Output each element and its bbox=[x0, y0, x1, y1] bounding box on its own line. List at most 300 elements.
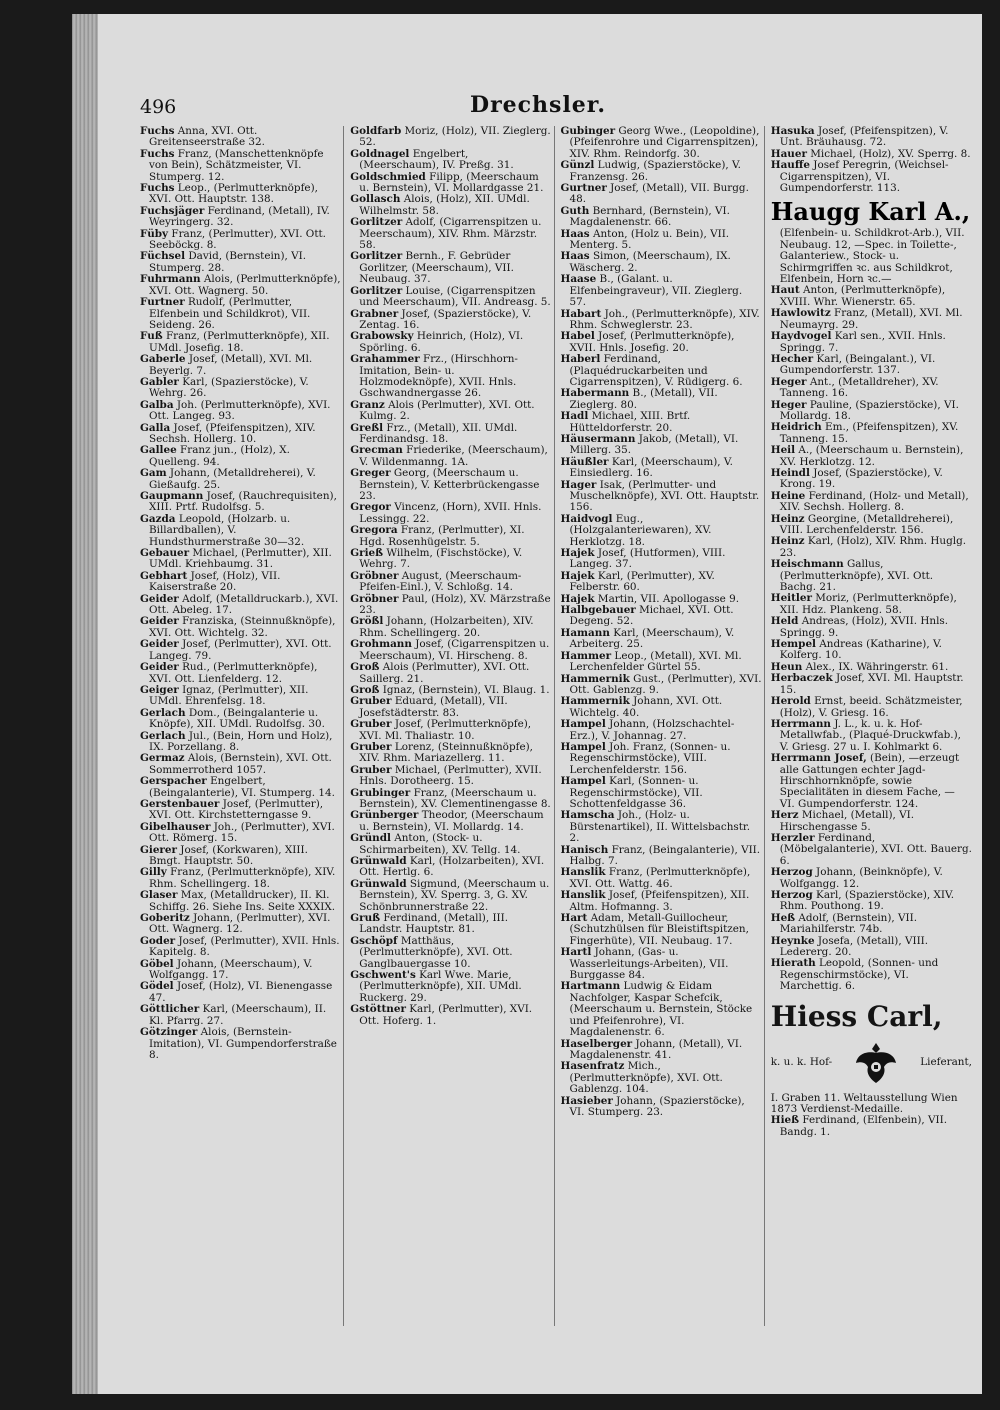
entry-text: Ferdinand, (Elfenbein), VII. Bandg. 1. bbox=[779, 1114, 948, 1138]
entry-name: Heun bbox=[770, 660, 803, 673]
entry-name: Gorlitzer bbox=[350, 284, 403, 297]
entry-text: Karl, (Holzarbeiten), XVI. Ott. Hertlg. 6. bbox=[359, 855, 545, 879]
entry-text: Rud., (Perlmutterknöpfe), XVI. Ott. Lienfelderg. 12. bbox=[149, 661, 318, 685]
entry-text: Franziska, (Steinnußknöpfe), XVI. Ott. Wichtelg. 32. bbox=[149, 615, 336, 639]
entry-name: Geider bbox=[140, 592, 179, 605]
list-item bbox=[561, 548, 762, 571]
entry-name: Gruber bbox=[350, 740, 392, 753]
entry-text: Filipp, (Meerschaum u. Bernstein), VI. Mollardgasse 21. bbox=[359, 170, 544, 195]
entry-name: Gröbner bbox=[350, 569, 399, 582]
entry-text: Alex., IX. Währingerstr. 61. bbox=[802, 660, 949, 673]
list-item bbox=[140, 377, 341, 400]
entry-name: Goldschmied bbox=[350, 170, 426, 183]
entry-text: Anton, (Stock- u. Schirmarbeiten), XV. Tellg. 14. bbox=[359, 832, 521, 856]
list-item bbox=[771, 400, 972, 423]
column-1 bbox=[138, 126, 344, 1326]
column-2 bbox=[348, 126, 554, 1326]
entry-name: Größl bbox=[350, 615, 384, 628]
entry-name: Hajek bbox=[560, 592, 595, 605]
list-item bbox=[561, 845, 762, 868]
list-item bbox=[561, 890, 762, 913]
entry-text: Karl, (Sonnen- u. Regenschirmstöcke), VII. Schottenfeldgasse 36. bbox=[569, 775, 703, 810]
entry-text: Isak, (Perlmutter- und Muschelknöpfe), XVI. Ott. Hauptstr. 156. bbox=[569, 478, 760, 514]
entry-text: Johann, (Spazierstöcke), VI. Stumperg. 23. bbox=[569, 1094, 745, 1118]
entry-name: Herrmann bbox=[770, 717, 831, 730]
list-item bbox=[771, 285, 972, 308]
entry-name: Gallee bbox=[140, 444, 177, 457]
entry-text: Josef, (Pfeifenspitzen), XII. Altm. Hofmanng. 3. bbox=[569, 889, 750, 913]
entry-text: Johann, (Gas- u. Wasserleitungs-Arbeiten), VII. Burggasse 84. bbox=[569, 946, 729, 982]
list-item bbox=[140, 548, 341, 571]
entry-text: Michael, (Metall), VI. Hirschengasse 5. bbox=[779, 809, 915, 833]
list-item bbox=[771, 639, 972, 662]
list-item bbox=[771, 468, 972, 491]
entry-text: Michael, XVI. Ott. Degeng. 52. bbox=[569, 604, 734, 628]
entry-text: Josef, (Hutformen), VIII. Langeg. 37. bbox=[569, 547, 726, 571]
entry-name: Füby bbox=[140, 227, 169, 240]
entry-text: Josef, (Spazierstöcke), V. Zentag. 16. bbox=[359, 307, 532, 331]
entry-text: Josef, (Perlmutter), XVI. Ott. Kirchstetterngasse 9. bbox=[149, 797, 324, 822]
entry-name: Haselberger bbox=[560, 1037, 633, 1050]
entry-name: Füchsel bbox=[140, 250, 186, 263]
entry-name: Herzog bbox=[770, 889, 813, 901]
list-item bbox=[771, 753, 972, 810]
entry-name: Hasieber bbox=[560, 1094, 613, 1107]
entry-name: Herbaczek bbox=[770, 672, 833, 685]
entry-name: Geider bbox=[140, 661, 179, 674]
list-item bbox=[140, 753, 341, 776]
list-item bbox=[140, 229, 341, 252]
ad-company-name: Hiess Carl, bbox=[770, 999, 943, 1033]
list-item bbox=[561, 742, 762, 776]
entry-text: Franz, (Manschettenknöpfe von Bein), Schätzmeister, VI. Stumperg. 12. bbox=[149, 147, 324, 183]
entry-name: Greger bbox=[350, 467, 391, 480]
entry-name: Habart bbox=[560, 307, 602, 320]
page-number: 496 bbox=[140, 96, 177, 118]
entry-text: Johann, (Beinknöpfe), V. Wolfgangg. 12. bbox=[779, 866, 943, 890]
entry-name: Hammer bbox=[560, 649, 612, 662]
entry-text: Pauline, (Spazierstöcke), VI. Mollardg. 18. bbox=[779, 398, 959, 422]
list-item bbox=[561, 183, 762, 206]
entry-name: Gruß bbox=[350, 912, 381, 925]
entry-text: Friederike, (Meerschaum), V. Wildenmanng. 1A. bbox=[359, 444, 548, 468]
entry-text: Josef, (Spazierstöcke), V. Krong. 19. bbox=[779, 466, 943, 491]
entry-text: Joh., (Perlmutterknöpfe), XIV. Rhm. Schweglerstr. 23. bbox=[569, 307, 760, 331]
advertisement-hiess bbox=[771, 1001, 972, 1116]
list-item bbox=[561, 696, 762, 719]
list-item bbox=[771, 673, 972, 696]
entry-text: A., (Meerschaum u. Bernstein), XV. Herklotzg. 12. bbox=[779, 444, 964, 468]
entry-text: Wilhelm, (Fischstöcke), V. Wehrg. 7. bbox=[359, 547, 523, 571]
list-item bbox=[350, 879, 551, 913]
list-item bbox=[140, 514, 341, 548]
list-item bbox=[561, 867, 762, 890]
entry-name: Hadl bbox=[560, 410, 589, 423]
list-item bbox=[350, 1004, 551, 1027]
list-item bbox=[140, 571, 341, 594]
entry-name: Hampel bbox=[560, 740, 606, 753]
entry-text: Sigmund, (Meerschaum u. Bernstein), XV. Sperrg. 3, G. XV. Schönbrunnerstraße 22. bbox=[359, 877, 550, 913]
entry-text: Karl, (Spazierstöcke), XIV. Rhm. Pouthong. 19. bbox=[779, 889, 955, 913]
entry-text: Frz., (Metall), XII. UMdl. Ferdinandsg. 18. bbox=[359, 421, 518, 445]
entry-name: Greßl bbox=[350, 421, 384, 434]
entry-text: August, (Meerschaum-Pfeifen-Einl.), V. Schloßg. 14. bbox=[359, 569, 522, 594]
list-item bbox=[140, 616, 341, 639]
list-item bbox=[771, 593, 972, 616]
entry-text: Heinrich, (Holz), VI. Spörling. 6. bbox=[359, 330, 524, 354]
entry-text: Engelbert, (Beingalanterie), VI. Stumperg. 14. bbox=[149, 775, 335, 799]
entry-name: Gurtner bbox=[560, 182, 607, 195]
entry-text: Franz, (Meerschaum u. Bernstein), XV. Clementinengasse 8. bbox=[359, 786, 551, 810]
entry-name: Hampel bbox=[560, 718, 606, 731]
entry-text: Johann, (Holzarbeiten), XIV. Rhm. Schellingerg. 20. bbox=[359, 615, 534, 639]
entry-text: B., (Galant. u. Elfenbeingraveur), VII. Zieglerg. 57. bbox=[569, 273, 743, 309]
column-3 bbox=[559, 126, 765, 1326]
list-item bbox=[771, 616, 972, 639]
list-item bbox=[561, 719, 762, 742]
entry-text: Rudolf, (Perlmutter, Elfenbein und Schildkrot), VII. Seideng. 26. bbox=[149, 296, 311, 331]
entry-name: Granz bbox=[350, 398, 385, 411]
list-item bbox=[140, 799, 341, 822]
list-item bbox=[140, 708, 341, 731]
entry-text: Bernhard, (Bernstein), VI. Magdalenenstr. 66. bbox=[569, 204, 730, 229]
entry-name: Gubinger bbox=[560, 126, 616, 137]
entry-name: Goder bbox=[140, 934, 176, 947]
entry-text: Ferdinand, (Metall), III. Landstr. Hauptstr. 81. bbox=[359, 912, 509, 936]
entry-name: Grieß bbox=[350, 547, 384, 560]
entry-name: Fuchsjäger bbox=[140, 204, 205, 217]
entry-name: Heger bbox=[770, 375, 807, 388]
entry-text: Josef, (Perlmutterknöpfe), XVII. Hnls. Josefig. 20. bbox=[569, 330, 735, 354]
entry-text: Karl, (Holz), XIV. Rhm. Huglg. 23. bbox=[779, 535, 967, 559]
entry-text: Karl sen., XVII. Hnls. Springg. 7. bbox=[779, 330, 946, 354]
list-item bbox=[771, 867, 972, 890]
entry-text: Josef, (Perlmutterknöpfe), XVI. Ml. Thaliastr. 10. bbox=[359, 718, 532, 742]
entry-name: Herz bbox=[770, 809, 799, 822]
entry-text: Alois, (Holz), XII. UMdl. Wilhelmstr. 58. bbox=[359, 193, 530, 217]
list-item bbox=[350, 423, 551, 446]
entry-name: Goberitz bbox=[140, 912, 190, 925]
entry-name: Hamscha bbox=[560, 809, 615, 822]
entry-text: Ferdinand, (Plaquédruckarbeiten und Cigarrenspitzen), V. Rüdigerg. 6. bbox=[569, 353, 743, 388]
entry-text: Andreas (Katharine), V. Kolferg. 10. bbox=[779, 638, 942, 662]
list-item bbox=[350, 468, 551, 502]
entry-text: Frz., (Hirschhorn-Imitation, Bein- u. Holzmodeknöpfe), XVII. Hnls. Gschwandnergasse 26. bbox=[359, 353, 518, 400]
entry-name: Gröbner bbox=[350, 592, 399, 605]
list-item bbox=[350, 309, 551, 332]
entry-name: Grahammer bbox=[350, 353, 420, 366]
list-item bbox=[140, 867, 341, 890]
ad-address: I. Graben 11. Weltausstellung Wien 1873 Verdienst-Medaille. bbox=[770, 1091, 958, 1116]
entry-text: Moriz, (Perlmutterknöpfe), XII. Hdz. Plankeng. 58. bbox=[779, 592, 957, 616]
list-item bbox=[350, 765, 551, 788]
entry-text: Max, (Metalldrucker), II. Kl. Schiffg. 26. Siehe Ins. Seite XXXIX. bbox=[149, 889, 336, 913]
entry-name: Gierer bbox=[140, 843, 177, 856]
entry-text: Josef, (Korkwaren), XIII. Bmgt. Hauptstr. 50. bbox=[149, 843, 308, 867]
double-eagle-icon bbox=[854, 1039, 898, 1087]
entry-name: Haydvogel bbox=[770, 330, 832, 343]
entry-text: Franz, (Metall), XVI. Ml. Neumayrg. 29. bbox=[779, 307, 963, 331]
entry-name: Gollasch bbox=[350, 193, 401, 206]
entry-name: Hager bbox=[560, 478, 597, 491]
entry-text: Franz, (Beingalanterie), VII. Halbg. 7. bbox=[569, 843, 761, 867]
entry-name: Hawlowitz bbox=[770, 307, 831, 320]
list-item bbox=[350, 502, 551, 525]
entry-text: Ferdinand, (Holz- und Metall), XIV. Sechsh. Hollerg. 8. bbox=[779, 489, 969, 514]
entry-name: Geider bbox=[140, 615, 179, 628]
list-item bbox=[350, 525, 551, 548]
list-item bbox=[561, 274, 762, 308]
entry-text: (Bein), —erzeugt alle Gattungen echter Jagd-Hirschhornknöpfe, sowie Specialitäten in diesem Fache, — VI. Gumpendorferstr. 124. bbox=[779, 752, 960, 810]
entry-text: Franz, (Perlmutter), XVI. Ott. Seeböckg. 8. bbox=[149, 227, 326, 252]
entry-text: Johann, (Metalldreherei), V. Gießaufg. 25. bbox=[149, 467, 316, 491]
entry-text: Engelbert, (Meerschaum), IV. Preßg. 31. bbox=[359, 147, 514, 172]
list-item bbox=[350, 936, 551, 970]
list-item bbox=[771, 491, 972, 514]
entry-text: Em., (Pfeifenspitzen), XV. Tanneng. 15. bbox=[779, 421, 959, 445]
entry-text: Leop., (Perlmutterknöpfe), XVI. Ott. Hauptstr. 138. bbox=[149, 182, 318, 206]
entry-text: Franz, (Perlmutterknöpfe), XVI. Ott. Wattg. 46. bbox=[569, 866, 751, 890]
entry-text: Michael, (Perlmutter), XII. UMdl. Kriehbaumg. 31. bbox=[149, 547, 332, 571]
entry-name: Geiger bbox=[140, 683, 179, 696]
entry-text: Josef, (Holz), VI. Bienengasse 47. bbox=[149, 980, 333, 1004]
list-item bbox=[350, 662, 551, 685]
list-item bbox=[140, 845, 341, 868]
entry-name: Gerlach bbox=[140, 729, 186, 742]
list-item bbox=[350, 856, 551, 879]
entry-name: Hanslik bbox=[560, 866, 606, 879]
entry-name: Gibelhauser bbox=[140, 820, 211, 833]
entry-text: Johann, (Meerschaum), V. Wolfgangg. 17. bbox=[149, 957, 313, 982]
entry-name: Götzinger bbox=[140, 1026, 198, 1039]
entry-name: Hajek bbox=[560, 547, 595, 560]
entry-name: Haase bbox=[560, 273, 597, 286]
entry-name: Haas bbox=[560, 227, 590, 240]
list-item bbox=[350, 833, 551, 856]
entry-name: Halbgebauer bbox=[560, 604, 636, 617]
list-item bbox=[140, 639, 341, 662]
list-item bbox=[561, 251, 762, 274]
entry-name: Habel bbox=[560, 330, 595, 343]
entry-text: Karl Wwe. Marie, (Perlmutterknöpfe), XII. UMdl. Ruckerg. 29. bbox=[359, 969, 522, 1004]
list-item bbox=[771, 514, 972, 537]
entry-name: Grabowsky bbox=[350, 330, 414, 343]
entry-name: Gerlach bbox=[140, 706, 186, 719]
list-item bbox=[561, 628, 762, 651]
page-edge bbox=[72, 14, 98, 1394]
list-item bbox=[350, 286, 551, 309]
entry-name: Heynke bbox=[770, 934, 815, 947]
entry-name: Gebhart bbox=[140, 569, 188, 582]
entry-name: Gabler bbox=[140, 375, 179, 388]
entry-name: Heß bbox=[770, 911, 796, 924]
list-item bbox=[561, 309, 762, 332]
list-item bbox=[561, 229, 762, 252]
list-item bbox=[350, 445, 551, 468]
entry-text: Josef, (Perlmutter), XVII. Hnls. Kapitelg. 8. bbox=[149, 934, 340, 959]
entry-name: Gazda bbox=[140, 512, 176, 525]
entry-text: Georg Wwe., (Leopoldine), (Pfeifenrohre und Cigarrenspitzen), XIV. Rhm. Reindorfg. 30. bbox=[569, 126, 760, 160]
list-item bbox=[771, 126, 972, 149]
list-item bbox=[771, 913, 972, 936]
list-item bbox=[350, 719, 551, 742]
list-item bbox=[561, 1061, 762, 1095]
entry-name: Grubinger bbox=[350, 786, 411, 799]
entry-name: Habermann bbox=[560, 387, 630, 400]
list-item bbox=[771, 354, 972, 377]
entry-text: Anton, (Holz u. Bein), VII. Menterg. 5. bbox=[569, 227, 730, 252]
running-head-title: Drechsler. bbox=[470, 92, 607, 118]
entry-text: Johann, (Holzschachtel-Erz.), V. Johannag. 27. bbox=[569, 718, 735, 742]
list-item bbox=[771, 696, 972, 719]
list-item bbox=[561, 434, 762, 457]
entry-name: Günzl bbox=[560, 159, 595, 172]
list-item bbox=[350, 149, 551, 172]
entry-name: Hauer bbox=[770, 147, 807, 160]
list-item bbox=[140, 468, 341, 491]
list-item bbox=[140, 274, 341, 297]
entry-text: Josef Peregrin, (Weichsel-Cigarrenspitzen), VI. Gumpendorferstr. 113. bbox=[779, 159, 949, 195]
entry-name: Gilly bbox=[140, 866, 167, 879]
entry-text: Mich., (Perlmutterknöpfe), XVI. Ott. Gablenzg. 104. bbox=[569, 1060, 723, 1096]
entry-text: Gallus, (Perlmutterknöpfe), XVI. Ott. Bachg. 21. bbox=[779, 558, 934, 594]
entry-name: Gruber bbox=[350, 718, 392, 731]
list-item bbox=[140, 445, 341, 468]
entry-text: Karl, (Beingalant.), VI. Gumpendorferstr. 137. bbox=[779, 352, 936, 377]
entry-text: J. L., k. u. k. Hof-Metallwfab., (Plaqué-Druckwfab.), V. Griesg. 27 u. I. Kohlmarkt 6. bbox=[779, 717, 961, 753]
list-item bbox=[350, 696, 551, 719]
list-item bbox=[561, 571, 762, 594]
entry-text: Alois, (Bernstein), XVI. Ott. Sommerrotherd 1057. bbox=[149, 752, 332, 776]
featured-entry-name: Haugg Karl A., bbox=[770, 197, 971, 227]
entry-name: Heischmann bbox=[770, 558, 844, 571]
entry-name: Grohmann bbox=[350, 638, 412, 651]
entry-name: Gruber bbox=[350, 763, 392, 776]
entry-text: Ant., (Metalldreher), XV. Tanneng. 16. bbox=[779, 375, 939, 400]
entry-text: Josef, (Metall), XVI. Ml. Beyerlg. 7. bbox=[149, 353, 313, 377]
entry-name: Gregora bbox=[350, 524, 398, 537]
list-item bbox=[350, 571, 551, 594]
entry-text: Ludwig, (Spazierstöcke), V. Franzensg. 26. bbox=[569, 159, 741, 183]
entry-name: Hempel bbox=[770, 638, 816, 651]
ad-left-label: k. u. k. Hof- bbox=[770, 1055, 833, 1068]
entry-name: Geider bbox=[140, 638, 179, 651]
entry-name: Haidvogl bbox=[560, 512, 613, 525]
ad-right-label: Lieferant, bbox=[920, 1055, 972, 1068]
entry-text: Vincenz, (Horn), XVII. Hnls. Lessingg. 22. bbox=[359, 501, 542, 525]
entry-name: Germaz bbox=[140, 752, 185, 765]
entry-name: Galba bbox=[140, 398, 174, 411]
list-item bbox=[771, 422, 972, 445]
list-item bbox=[771, 160, 972, 194]
entry-name: Hampel bbox=[560, 775, 606, 788]
list-item bbox=[771, 308, 972, 331]
entry-name: Held bbox=[770, 615, 799, 628]
list-item bbox=[140, 822, 341, 845]
entry-name: Gstöttner bbox=[350, 1003, 406, 1016]
entry-name: Fuß bbox=[140, 330, 163, 343]
list-item bbox=[350, 400, 551, 423]
entry-text: Johann, (Metall), VI. Magdalenenstr. 41. bbox=[569, 1037, 743, 1061]
entry-text: B., (Metall), VII. Zieglerg. 80. bbox=[569, 387, 718, 411]
entry-text: Adolf, (Bernstein), VII. Mariahilferstr. 74b. bbox=[779, 911, 918, 936]
entry-name: Haut bbox=[770, 284, 800, 297]
list-item bbox=[350, 172, 551, 195]
entry-name: Goldfarb bbox=[350, 126, 402, 137]
entry-name: Gam bbox=[140, 467, 167, 480]
entry-text: Alois (Perlmutter), XVI. Ott. Saillerg. 21. bbox=[359, 661, 530, 685]
entry-text: Adolf, (Metalldruckarb.), XVI. Ott. Abeleg. 17. bbox=[149, 592, 339, 617]
entry-text: Michael, (Perlmutter), XVII. Hnls. Dorotheerg. 15. bbox=[359, 763, 542, 788]
entry-text: Paul, (Holz), XV. Märzstraße 23. bbox=[359, 592, 551, 617]
list-item bbox=[350, 788, 551, 811]
entry-text: Eduard, (Metall), VII. Josefstädterstr. 83. bbox=[359, 695, 508, 719]
entry-text: Josef, XVI. Ml. Hauptstr. 15. bbox=[779, 672, 964, 696]
list-item bbox=[140, 354, 341, 377]
entry-text: Matthäus, (Perlmutterknöpfe), XVI. Ott. Ganglbauergasse 10. bbox=[359, 934, 513, 970]
entry-text: Andreas, (Holz), XVII. Hnls. Springg. 9. bbox=[779, 615, 949, 639]
entry-text: Franz, (Perlmutterknöpfe), XII. UMdl. Josefig. 18. bbox=[149, 330, 330, 354]
entry-name: Hecher bbox=[770, 352, 814, 365]
list-item bbox=[561, 388, 762, 411]
list-item bbox=[561, 1039, 762, 1062]
list-item bbox=[350, 548, 551, 571]
entry-text: David, (Bernstein), VI. Stumperg. 28. bbox=[149, 250, 307, 274]
list-item bbox=[771, 890, 972, 913]
directory-page bbox=[72, 14, 982, 1394]
entry-name: Hierath bbox=[770, 957, 816, 970]
entry-name: Grünwald bbox=[350, 877, 407, 890]
entry-name: Gregor bbox=[350, 501, 391, 514]
list-item bbox=[771, 536, 972, 559]
list-item bbox=[140, 890, 341, 913]
entry-text: Ignaz, (Perlmutter), XII. UMdl. Ehrenfelsg. 18. bbox=[149, 683, 309, 708]
entry-text: Gust., (Perlmutter), XVI. Ott. Gablenzg. 9. bbox=[569, 672, 762, 696]
entry-name: Grünberger bbox=[350, 809, 419, 822]
entry-name: Heidrich bbox=[770, 421, 822, 434]
entry-text: Martin, VII. Apollogasse 9. bbox=[594, 592, 740, 605]
list-item bbox=[350, 616, 551, 639]
list-item bbox=[350, 126, 551, 149]
entry-name: Hamann bbox=[560, 626, 610, 639]
entry-name: Hartmann bbox=[560, 980, 621, 993]
entry-text: Jakob, (Metall), VI. Millerg. 35. bbox=[569, 432, 739, 457]
featured-entry-text: (Elfenbein- u. Schildkrot-Arb.), VII. Neubaug. 12, —Spec. in Toilette-, Galanteriew., Stock- u. Schirmgriffen ꝛc. aus Schildkrot, Elfenbein, Horn ꝛc.— bbox=[779, 227, 965, 286]
entry-text: Josef, (Pfeifenspitzen), XIV. Sechsh. Hollerg. 10. bbox=[149, 421, 316, 445]
entry-name: Gaupmann bbox=[140, 490, 204, 502]
entry-text: Franz, (Perlmutter), XI. Hgd. Rosenhügelstr. 5. bbox=[359, 524, 525, 548]
list-item bbox=[771, 445, 972, 468]
entry-text: Anton, (Perlmutterknöpfe), XVIII. Whr. Wienerstr. 65. bbox=[779, 284, 946, 308]
list-item bbox=[350, 194, 551, 217]
list-item bbox=[771, 719, 972, 753]
entry-name: Gorlitzer bbox=[350, 216, 403, 229]
directory-columns bbox=[138, 126, 978, 1326]
list-item bbox=[140, 981, 341, 1004]
entry-text: Josef, (Pfeifenspitzen), V. Unt. Bräuhausg. 72. bbox=[779, 126, 949, 149]
entry-text: Eug., (Holzgalanteriewaren), XV. Herklotzg. 18. bbox=[569, 512, 712, 548]
entry-name: Galla bbox=[140, 421, 171, 434]
entry-name: Heil bbox=[770, 444, 796, 457]
entry-name: Gaberle bbox=[140, 353, 186, 366]
list-item bbox=[561, 674, 762, 697]
list-item bbox=[140, 297, 341, 331]
entry-name: Hanisch bbox=[560, 843, 609, 856]
list-item bbox=[771, 810, 972, 833]
entry-name: Gruber bbox=[350, 695, 392, 708]
list-item bbox=[140, 594, 341, 617]
entry-name: Hanslik bbox=[560, 889, 606, 902]
